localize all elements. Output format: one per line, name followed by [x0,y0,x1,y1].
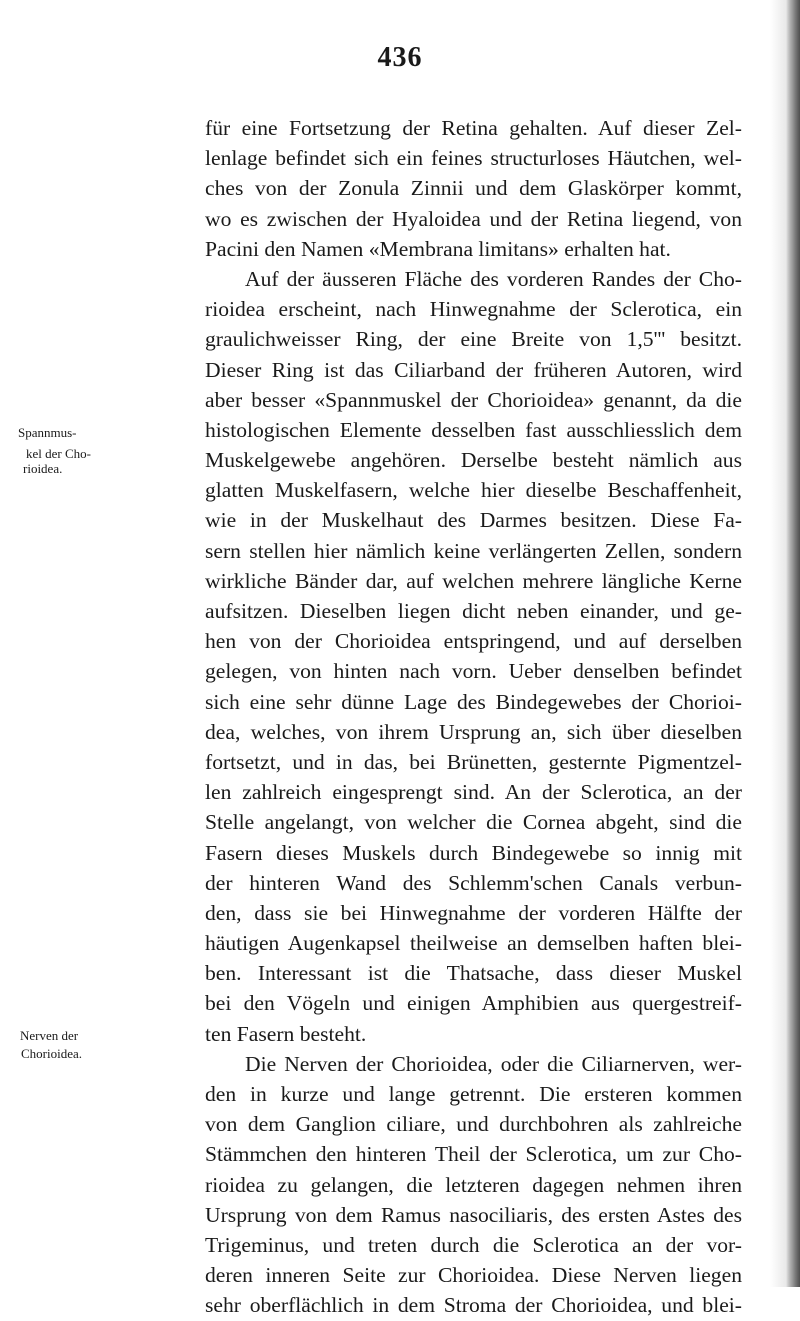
text-line: Dieser Ring ist das Ciliarband der früheren Autoren, wird [205,357,742,382]
text-line: Die Nerven der Chorioidea, oder die Ciliarnerven, wer- [245,1051,742,1076]
text-line: der hinteren Wand des Schlemm'schen Canals verbun- [205,870,742,895]
text-line: für eine Fortsetzung der Retina gehalten. Auf dieser Zel- [205,116,742,140]
text-line: bei den Vögeln und einigen Amphibien aus quergestreif- [205,991,742,1016]
margin-note-spannmuskel-3: rioidea. [23,461,63,476]
text-line: gelegen, von hinten nach vorn. Ueber denselben befindet [205,659,742,684]
text-line: den, dass sie bei Hinwegnahme der vorderen Hälfte der [205,900,742,925]
text-line: ben. Interessant ist die Thatsache, dass dieser Muskel [205,961,742,986]
text-line: rioidea zu gelangen, die letzteren dagegen nehmen ihren [205,1172,742,1197]
text-line: dea, welches, von ihrem Ursprung an, sich über dieselben [205,719,742,744]
text-line: Auf der äusseren Fläche des vorderen Randes der Cho- [245,266,742,291]
text-line: wie in der Muskelhaut des Darmes besitzen. Diese Fa- [205,508,742,533]
text-line: ten Fasern besteht. [205,1021,367,1046]
text-line: aber besser «Spannmuskel der Chorioidea» genannt, da die [205,387,742,412]
text-line: sern stellen hier nämlich keine verlängerten Zellen, sondern [205,538,742,563]
text-line: Stelle angelangt, von welcher die Cornea abgeht, sind die [205,810,742,835]
page-edge-shadow [786,0,800,1287]
margin-note-spannmuskel-2: kel der Cho- [26,446,91,461]
text-line: sich eine sehr dünne Lage des Bindegewebes der Chorioi- [205,689,742,714]
text-line: fortsetzt, und in das, bei Brünetten, gesternte Pigmentzel- [205,749,742,774]
text-line: histologischen Elemente desselben fast ausschliesslich dem [205,417,742,442]
text-line: wo es zwischen der Hyaloidea und der Retina liegend, von [205,206,742,231]
text-line: ches von der Zonula Zinnii und dem Glaskörper kommt, [205,176,742,201]
text-line: len zahlreich eingesprengt sind. An der Sclerotica, an der [205,780,742,805]
text-line: deren inneren Seite zur Chorioidea. Diese Nerven liegen [205,1263,742,1288]
text-line: glatten Muskelfasern, welche hier dieselbe Beschaffenheit, [205,478,742,503]
text-line: den in kurze und lange getrennt. Die ersteren kommen [205,1082,742,1106]
text-line: Fasern dieses Muskels durch Bindegewebe so innig mit [205,840,742,865]
text-line: sehr oberflächlich in dem Stroma der Chorioidea, und blei- [205,1293,742,1318]
text-line: Trigeminus, und treten durch die Sclerotica an der vor- [205,1232,742,1257]
text-line: Muskelgewebe angehören. Derselbe besteht nämlich aus [205,448,742,473]
text-line: Stämmchen den hinteren Theil der Sclerotica, um zur Cho- [205,1142,742,1167]
margin-note-nerven-2: Chorioidea. [21,1046,83,1061]
text-line: graulichweisser Ring, der eine Breite von 1,5''' besitzt. [205,327,742,352]
text-line: häutigen Augenkapsel theilweise an demselben haften blei- [205,931,742,956]
text-line: von dem Ganglion ciliare, und durchbohren als zahlreiche [205,1112,742,1137]
text-line: Ursprung von dem Ramus nasociliaris, des ersten Astes des [205,1202,742,1227]
text-line: aufsitzen. Dieselben liegen dicht neben einander, und ge- [205,599,742,623]
page-number: 436 [377,42,423,73]
text-line: wirkliche Bänder dar, auf welchen mehrere längliche Kerne [205,568,742,593]
text-line: Pacini den Namen «Membrana limitans» erhalten hat. [205,236,671,261]
text-line: lenlage befindet sich ein feines structurloses Häutchen, wel- [205,146,742,171]
margin-note-nerven-1: Nerven der [20,1028,79,1043]
text-line: hen von der Chorioidea entspringend, und auf derselben [205,629,742,654]
text-line: rioidea erscheint, nach Hinwegnahme der Sclerotica, ein [205,297,742,322]
margin-note-spannmuskel-1: Spannmus- [18,425,77,440]
body-text [205,113,742,1321]
